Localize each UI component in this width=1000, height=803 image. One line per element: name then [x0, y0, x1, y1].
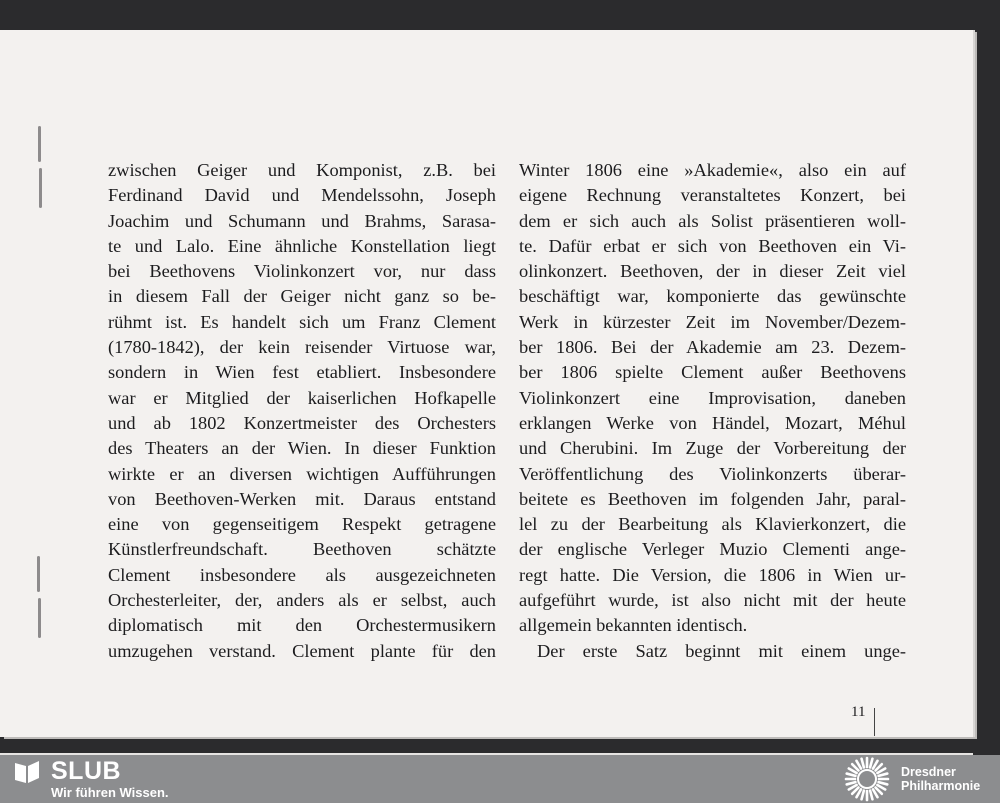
text-line: allgemein bekannten identisch.: [519, 615, 748, 636]
binding-stitch: [37, 556, 40, 592]
text-line: war er Mitglied der kaiserlichen Hofkapelle: [108, 387, 496, 408]
slub-wordmark[interactable]: SLUB: [51, 757, 122, 785]
text-line: der englische Verleger Muzio Clementi ange-: [519, 539, 906, 560]
text-line: wirkte er an diversen wichtigen Aufführungen: [108, 463, 496, 484]
binding-stitch: [39, 168, 42, 208]
text-line: sondern in Wien fest etabliert. Insbesondere: [108, 362, 496, 383]
text-line: te und Lalo. Eine ähnliche Konstellation liegt: [108, 235, 496, 256]
partner-name-line: Philharmonie: [901, 779, 981, 793]
text-line: Veröffentlichung des Violinkonzerts überar-: [519, 463, 906, 484]
text-line: Werk in kürzester Zeit im November/Dezem-: [519, 311, 906, 332]
text-line: olinkonzert. Beethoven, der in dieser Zeit viel: [519, 261, 906, 282]
text-line: von Beethoven-Werken mit. Daraus entstand: [108, 488, 496, 509]
text-line: Ferdinand David und Mendelssohn, Joseph: [108, 185, 496, 206]
text-line: Violinkonzert eine Improvisation, daneben: [519, 387, 906, 408]
text-line: dem er sich auch als Solist präsentieren woll-: [519, 210, 906, 231]
binding-stitch: [38, 126, 41, 162]
text-line: regt hatte. Die Version, die 1806 in Wien ur-: [519, 564, 906, 585]
text-line: und Cherubini. Im Zuge der Vorbereitung der: [519, 438, 906, 459]
text-line: und ab 1802 Konzertmeister des Orchesters: [108, 412, 496, 433]
text-line: (1780-1842), der kein reisender Virtuose war,: [108, 337, 496, 358]
text-line: in diesem Fall der Geiger nicht ganz so be-: [108, 286, 496, 307]
slub-tagline: Wir führen Wissen.: [51, 785, 169, 800]
text-column-right: [519, 158, 906, 664]
text-line: Joachim und Schumann und Brahms, Sarasa-: [108, 210, 496, 231]
text-line: umzugehen verstand. Clement plante für den: [108, 640, 496, 661]
text-line: erklangen Werke von Händel, Mozart, Méhul: [519, 412, 906, 433]
text-line: Winter 1806 eine »Akademie«, also ein auf: [519, 160, 906, 180]
text-line: eine von gegenseitigem Respekt getragene: [108, 514, 496, 535]
text-line: bei Beethovens Violinkonzert vor, nur dass: [108, 261, 496, 282]
text-line: rühmt ist. Es handelt sich um Franz Clement: [108, 311, 496, 332]
text-line: Orchesterleiter, der, anders als er selbst, auch: [108, 590, 496, 611]
page-number-rule: [874, 708, 875, 736]
text-column-left: [108, 158, 496, 664]
paragraph-start-line: Der erste Satz beginnt mit einem unge-: [537, 640, 906, 661]
text-line: beitete es Beethoven im folgenden Jahr, paral-: [519, 488, 906, 509]
text-line: beschäftigt war, komponierte das gewünschte: [519, 286, 906, 307]
dresdner-philharmonie-sun-icon[interactable]: [843, 756, 891, 802]
page-number: 11: [851, 704, 866, 720]
text-line: te. Dafür erbat er sich von Beethoven ein Vi-: [519, 235, 906, 256]
text-line: Künstlerfreundschaft. Beethoven schätzte: [108, 539, 496, 560]
text-line: Clement insbesondere als ausgezeichneten: [108, 564, 496, 585]
text-line: lel zu der Bearbeitung als Klavierkonzert, die: [519, 514, 906, 535]
text-line: diplomatisch mit den Orchestermusikern: [108, 615, 496, 636]
text-line: ber 1806 spielte Clement außer Beethovens: [519, 362, 906, 383]
text-line: zwischen Geiger und Komponist, z.B. bei: [108, 160, 496, 180]
dresdner-philharmonie-name[interactable]: [901, 765, 980, 793]
text-line: des Theaters an der Wien. In dieser Funktion: [108, 438, 496, 459]
binding-stitch: [38, 598, 41, 638]
text-line: eigene Rechnung veranstaltetes Konzert, bei: [519, 185, 906, 206]
text-line: ber 1806. Bei der Akademie am 23. Dezem-: [519, 337, 906, 358]
partner-name-line: Dresdner: [901, 765, 956, 779]
slub-book-icon[interactable]: [14, 760, 40, 784]
text-line: aufgeführt wurde, ist also nicht mit der heute: [519, 590, 906, 611]
